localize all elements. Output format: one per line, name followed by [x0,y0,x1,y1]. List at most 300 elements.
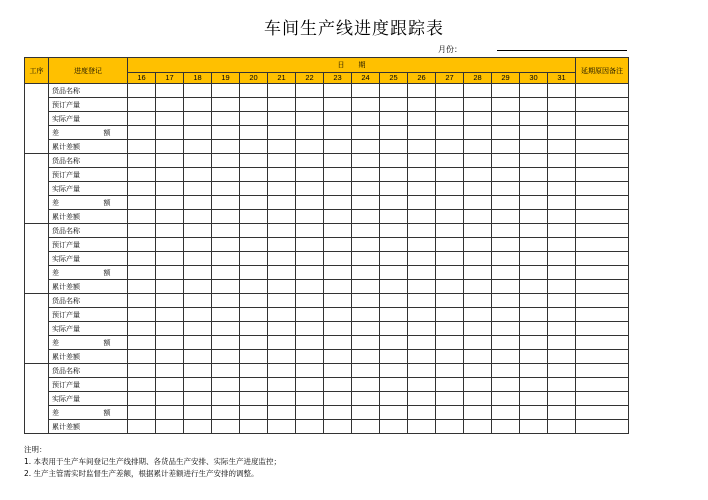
day-cell[interactable] [324,350,352,364]
day-cell[interactable] [240,140,268,154]
day-cell[interactable] [548,210,576,224]
day-cell[interactable] [352,280,380,294]
day-cell[interactable] [128,420,156,434]
day-cell[interactable] [184,280,212,294]
day-cell[interactable] [240,350,268,364]
remark-cell[interactable] [576,182,629,196]
day-cell[interactable] [464,140,492,154]
day-cell[interactable] [464,126,492,140]
day-cell[interactable] [212,196,240,210]
day-cell[interactable] [128,196,156,210]
day-cell[interactable] [128,294,156,308]
day-cell[interactable] [128,336,156,350]
day-cell[interactable] [492,406,520,420]
day-cell[interactable] [492,154,520,168]
day-cell[interactable] [324,210,352,224]
day-cell[interactable] [128,266,156,280]
day-cell[interactable] [380,98,408,112]
day-cell[interactable] [212,112,240,126]
day-cell[interactable] [464,238,492,252]
day-cell[interactable] [436,392,464,406]
day-cell[interactable] [492,210,520,224]
day-cell[interactable] [128,406,156,420]
day-cell[interactable] [520,336,548,350]
day-cell[interactable] [464,182,492,196]
day-cell[interactable] [436,308,464,322]
day-cell[interactable] [436,336,464,350]
day-cell[interactable] [520,364,548,378]
day-cell[interactable] [380,322,408,336]
day-cell[interactable] [520,154,548,168]
day-cell[interactable] [240,308,268,322]
remark-cell[interactable] [576,238,629,252]
day-cell[interactable] [548,224,576,238]
day-cell[interactable] [296,154,324,168]
day-cell[interactable] [324,378,352,392]
day-cell[interactable] [296,266,324,280]
day-cell[interactable] [464,420,492,434]
day-cell[interactable] [296,98,324,112]
day-cell[interactable] [156,350,184,364]
day-cell[interactable] [436,168,464,182]
day-cell[interactable] [128,84,156,98]
day-cell[interactable] [240,210,268,224]
day-cell[interactable] [380,210,408,224]
day-cell[interactable] [128,378,156,392]
day-cell[interactable] [492,420,520,434]
day-cell[interactable] [324,224,352,238]
day-cell[interactable] [128,252,156,266]
day-cell[interactable] [268,196,296,210]
day-cell[interactable] [408,196,436,210]
day-cell[interactable] [352,182,380,196]
day-cell[interactable] [268,378,296,392]
day-cell[interactable] [128,364,156,378]
day-cell[interactable] [156,266,184,280]
day-cell[interactable] [156,336,184,350]
day-cell[interactable] [268,266,296,280]
day-cell[interactable] [464,308,492,322]
remark-cell[interactable] [576,154,629,168]
day-cell[interactable] [268,350,296,364]
day-cell[interactable] [128,126,156,140]
day-cell[interactable] [492,98,520,112]
day-cell[interactable] [156,364,184,378]
day-cell[interactable] [436,364,464,378]
day-cell[interactable] [240,294,268,308]
day-cell[interactable] [548,112,576,126]
day-cell[interactable] [184,406,212,420]
day-cell[interactable] [296,420,324,434]
day-cell[interactable] [380,168,408,182]
day-cell[interactable] [240,392,268,406]
day-cell[interactable] [268,224,296,238]
day-cell[interactable] [436,420,464,434]
day-cell[interactable] [380,196,408,210]
remark-cell[interactable] [576,196,629,210]
day-cell[interactable] [352,210,380,224]
day-cell[interactable] [156,392,184,406]
day-cell[interactable] [492,182,520,196]
day-cell[interactable] [408,266,436,280]
day-cell[interactable] [436,238,464,252]
day-cell[interactable] [548,406,576,420]
day-cell[interactable] [156,322,184,336]
day-cell[interactable] [128,322,156,336]
day-cell[interactable] [156,168,184,182]
day-cell[interactable] [548,280,576,294]
day-cell[interactable] [436,378,464,392]
day-cell[interactable] [492,336,520,350]
day-cell[interactable] [324,406,352,420]
day-cell[interactable] [212,392,240,406]
day-cell[interactable] [436,210,464,224]
day-cell[interactable] [268,126,296,140]
day-cell[interactable] [408,378,436,392]
day-cell[interactable] [520,168,548,182]
day-cell[interactable] [380,126,408,140]
day-cell[interactable] [492,294,520,308]
day-cell[interactable] [240,364,268,378]
day-cell[interactable] [492,350,520,364]
remark-cell[interactable] [576,126,629,140]
day-cell[interactable] [296,350,324,364]
day-cell[interactable] [548,154,576,168]
day-cell[interactable] [184,224,212,238]
day-cell[interactable] [352,350,380,364]
day-cell[interactable] [548,322,576,336]
day-cell[interactable] [520,224,548,238]
day-cell[interactable] [520,350,548,364]
day-cell[interactable] [520,252,548,266]
day-cell[interactable] [492,196,520,210]
day-cell[interactable] [548,336,576,350]
day-cell[interactable] [268,140,296,154]
remark-cell[interactable] [576,266,629,280]
day-cell[interactable] [324,308,352,322]
day-cell[interactable] [436,112,464,126]
day-cell[interactable] [296,280,324,294]
day-cell[interactable] [408,406,436,420]
day-cell[interactable] [408,182,436,196]
day-cell[interactable] [520,112,548,126]
day-cell[interactable] [380,266,408,280]
day-cell[interactable] [240,154,268,168]
day-cell[interactable] [492,126,520,140]
day-cell[interactable] [492,280,520,294]
day-cell[interactable] [492,266,520,280]
day-cell[interactable] [408,224,436,238]
day-cell[interactable] [184,140,212,154]
day-cell[interactable] [324,112,352,126]
day-cell[interactable] [240,266,268,280]
day-cell[interactable] [240,238,268,252]
remark-cell[interactable] [576,364,629,378]
day-cell[interactable] [128,140,156,154]
day-cell[interactable] [296,364,324,378]
day-cell[interactable] [240,98,268,112]
day-cell[interactable] [268,280,296,294]
day-cell[interactable] [436,98,464,112]
day-cell[interactable] [520,308,548,322]
day-cell[interactable] [268,308,296,322]
day-cell[interactable] [436,252,464,266]
day-cell[interactable] [464,154,492,168]
day-cell[interactable] [184,252,212,266]
day-cell[interactable] [520,210,548,224]
day-cell[interactable] [548,308,576,322]
day-cell[interactable] [380,154,408,168]
day-cell[interactable] [128,154,156,168]
day-cell[interactable] [548,196,576,210]
day-cell[interactable] [184,420,212,434]
day-cell[interactable] [464,84,492,98]
day-cell[interactable] [240,420,268,434]
day-cell[interactable] [240,84,268,98]
day-cell[interactable] [352,308,380,322]
day-cell[interactable] [352,126,380,140]
day-cell[interactable] [492,252,520,266]
day-cell[interactable] [296,308,324,322]
day-cell[interactable] [212,308,240,322]
day-cell[interactable] [548,252,576,266]
day-cell[interactable] [436,126,464,140]
day-cell[interactable] [128,182,156,196]
month-input-line[interactable] [497,50,627,51]
day-cell[interactable] [408,336,436,350]
day-cell[interactable] [380,336,408,350]
day-cell[interactable] [156,112,184,126]
day-cell[interactable] [492,392,520,406]
day-cell[interactable] [268,392,296,406]
day-cell[interactable] [128,392,156,406]
day-cell[interactable] [324,238,352,252]
day-cell[interactable] [352,238,380,252]
day-cell[interactable] [352,252,380,266]
day-cell[interactable] [548,350,576,364]
day-cell[interactable] [156,196,184,210]
day-cell[interactable] [296,378,324,392]
day-cell[interactable] [324,392,352,406]
day-cell[interactable] [520,266,548,280]
day-cell[interactable] [380,308,408,322]
day-cell[interactable] [212,378,240,392]
day-cell[interactable] [380,112,408,126]
day-cell[interactable] [352,112,380,126]
day-cell[interactable] [408,294,436,308]
day-cell[interactable] [436,350,464,364]
day-cell[interactable] [408,280,436,294]
day-cell[interactable] [520,126,548,140]
day-cell[interactable] [520,378,548,392]
day-cell[interactable] [184,336,212,350]
day-cell[interactable] [128,224,156,238]
day-cell[interactable] [464,364,492,378]
day-cell[interactable] [548,140,576,154]
day-cell[interactable] [212,168,240,182]
day-cell[interactable] [324,154,352,168]
day-cell[interactable] [268,84,296,98]
day-cell[interactable] [212,266,240,280]
day-cell[interactable] [352,224,380,238]
day-cell[interactable] [324,420,352,434]
day-cell[interactable] [296,224,324,238]
day-cell[interactable] [268,364,296,378]
day-cell[interactable] [296,406,324,420]
day-cell[interactable] [380,140,408,154]
day-cell[interactable] [240,378,268,392]
day-cell[interactable] [548,392,576,406]
day-cell[interactable] [184,168,212,182]
day-cell[interactable] [492,168,520,182]
day-cell[interactable] [324,196,352,210]
remark-cell[interactable] [576,168,629,182]
remark-cell[interactable] [576,140,629,154]
day-cell[interactable] [520,98,548,112]
remark-cell[interactable] [576,378,629,392]
day-cell[interactable] [464,168,492,182]
day-cell[interactable] [296,322,324,336]
day-cell[interactable] [324,266,352,280]
day-cell[interactable] [492,308,520,322]
day-cell[interactable] [184,238,212,252]
day-cell[interactable] [464,224,492,238]
process-cell[interactable] [25,294,49,364]
day-cell[interactable] [380,350,408,364]
day-cell[interactable] [184,308,212,322]
day-cell[interactable] [520,196,548,210]
day-cell[interactable] [212,238,240,252]
day-cell[interactable] [380,224,408,238]
day-cell[interactable] [156,140,184,154]
day-cell[interactable] [408,252,436,266]
day-cell[interactable] [548,364,576,378]
day-cell[interactable] [156,210,184,224]
day-cell[interactable] [212,294,240,308]
remark-cell[interactable] [576,336,629,350]
remark-cell[interactable] [576,98,629,112]
day-cell[interactable] [520,182,548,196]
day-cell[interactable] [296,392,324,406]
day-cell[interactable] [352,378,380,392]
day-cell[interactable] [436,224,464,238]
day-cell[interactable] [296,126,324,140]
day-cell[interactable] [268,252,296,266]
day-cell[interactable] [324,182,352,196]
day-cell[interactable] [352,364,380,378]
day-cell[interactable] [380,182,408,196]
day-cell[interactable] [408,154,436,168]
day-cell[interactable] [520,294,548,308]
day-cell[interactable] [380,84,408,98]
day-cell[interactable] [240,112,268,126]
process-cell[interactable] [25,224,49,294]
day-cell[interactable] [324,168,352,182]
day-cell[interactable] [380,252,408,266]
day-cell[interactable] [548,378,576,392]
day-cell[interactable] [184,126,212,140]
day-cell[interactable] [296,112,324,126]
day-cell[interactable] [464,378,492,392]
day-cell[interactable] [324,294,352,308]
day-cell[interactable] [156,84,184,98]
day-cell[interactable] [268,210,296,224]
day-cell[interactable] [520,322,548,336]
day-cell[interactable] [464,336,492,350]
day-cell[interactable] [324,336,352,350]
day-cell[interactable] [212,364,240,378]
day-cell[interactable] [324,280,352,294]
day-cell[interactable] [436,280,464,294]
day-cell[interactable] [408,392,436,406]
day-cell[interactable] [352,406,380,420]
day-cell[interactable] [128,280,156,294]
day-cell[interactable] [548,294,576,308]
day-cell[interactable] [212,252,240,266]
day-cell[interactable] [212,420,240,434]
day-cell[interactable] [268,336,296,350]
day-cell[interactable] [212,322,240,336]
day-cell[interactable] [212,154,240,168]
process-cell[interactable] [25,364,49,434]
day-cell[interactable] [408,84,436,98]
day-cell[interactable] [212,280,240,294]
remark-cell[interactable] [576,84,629,98]
process-cell[interactable] [25,84,49,154]
day-cell[interactable] [520,406,548,420]
remark-cell[interactable] [576,224,629,238]
day-cell[interactable] [128,210,156,224]
day-cell[interactable] [548,84,576,98]
day-cell[interactable] [464,196,492,210]
day-cell[interactable] [408,126,436,140]
day-cell[interactable] [352,336,380,350]
day-cell[interactable] [380,294,408,308]
day-cell[interactable] [464,210,492,224]
remark-cell[interactable] [576,420,629,434]
day-cell[interactable] [240,196,268,210]
day-cell[interactable] [184,84,212,98]
day-cell[interactable] [436,294,464,308]
day-cell[interactable] [268,322,296,336]
day-cell[interactable] [268,98,296,112]
day-cell[interactable] [492,84,520,98]
day-cell[interactable] [492,224,520,238]
day-cell[interactable] [296,196,324,210]
day-cell[interactable] [156,406,184,420]
day-cell[interactable] [212,336,240,350]
day-cell[interactable] [296,140,324,154]
day-cell[interactable] [436,406,464,420]
day-cell[interactable] [184,266,212,280]
day-cell[interactable] [184,154,212,168]
day-cell[interactable] [352,420,380,434]
day-cell[interactable] [296,336,324,350]
day-cell[interactable] [324,364,352,378]
day-cell[interactable] [212,350,240,364]
remark-cell[interactable] [576,280,629,294]
day-cell[interactable] [156,98,184,112]
day-cell[interactable] [352,98,380,112]
day-cell[interactable] [296,238,324,252]
day-cell[interactable] [436,154,464,168]
day-cell[interactable] [436,182,464,196]
day-cell[interactable] [296,294,324,308]
day-cell[interactable] [324,84,352,98]
day-cell[interactable] [408,168,436,182]
day-cell[interactable] [548,238,576,252]
day-cell[interactable] [184,364,212,378]
